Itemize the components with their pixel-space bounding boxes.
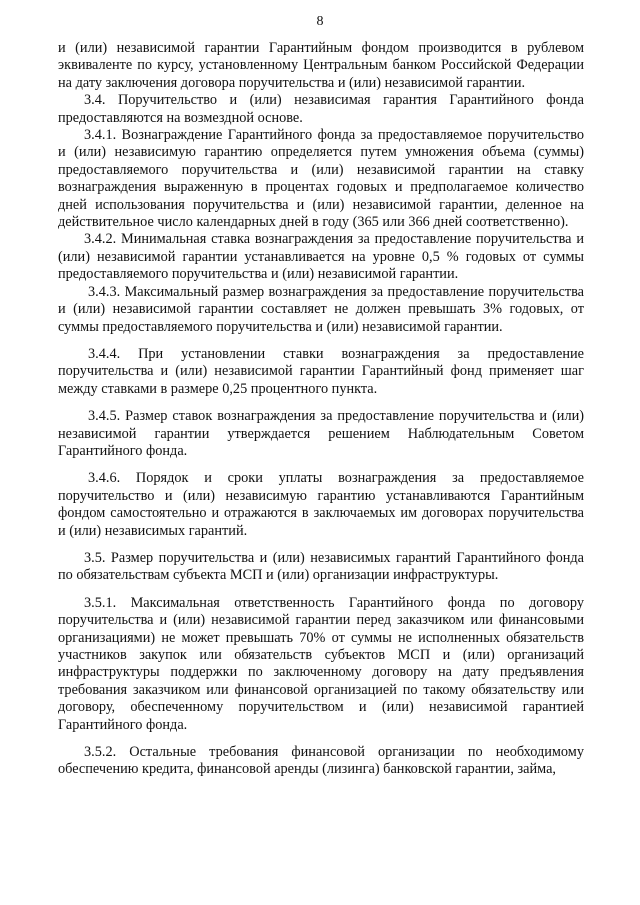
paragraph-3-4-3: 3.4.3. Максимальный размер вознаграждения за предоставление поручительства и (или) независимой гарантии составляет не должен превышать 3% годовых, от суммы предоставляемого поручительства и (или) независимой гарантии. [58,283,584,335]
paragraph-3-5: 3.5. Размер поручительства и (или) независимых гарантий Гарантийного фонда по обязательствам субъекта МСП и (или) организации инфраструктуры. [58,549,584,584]
paragraph-3-4-1: 3.4.1. Вознаграждение Гарантийного фонда за предоставляемое поручительство и (или) независимую гарантию определяется путем умножения объема (суммы) предоставляемого поручительства и (или) независимой гарантии на ставку вознаграждения выраженную в процентах годовых и предполагаемое количество дней использования поручительства и (или) независимой гарантии, деленное на действительное число календарных дней в году (365 или 366 дней соответственно). [58,127,584,231]
paragraph-3-4-4: 3.4.4. При установлении ставки вознаграждения за предоставление поручительства и (или) независимой гарантии Гарантийный фонд применяет шаг между ставками в размере 0,25 процентного пункта. [58,345,584,397]
paragraph-3-4-5: 3.4.5. Размер ставок вознаграждения за предоставление поручительства и (или) независимой гарантии утверждается решением Наблюдательным Советом Гарантийного фонда. [58,408,584,459]
paragraph-3-4: 3.4. Поручительство и (или) независимая гарантия Гарантийного фонда предоставляются на возмездной основе. [58,92,584,126]
page-number: 8 [316,14,324,29]
paragraph-3-4-2: 3.4.2. Минимальная ставка вознаграждения за предоставление поручительства и (или) независимой гарантии устанавливается на уровне 0,5 % годовых от суммы предоставляемого поручительства и (или) независимой гарантии. [58,231,584,283]
paragraph-3-5-1: 3.5.1. Максимальная ответственность Гарантийного фонда по договору поручительства и (или) независимой гарантии перед заказчиком или финансовыми организациями) не может превышать 70% от суммы не исполненных обязательств участников закупок или обязательств субъектов МСП и (или) организаций инфраструктуры поддержки по заключенному договору на дату предъявления требования заказчиком или финансовой организацией по такому обязательству или договору, обеспеченному поручительством и (или) независимой гарантией Гарантийного фонда. [58,594,584,733]
paragraph-3-5-2: 3.5.2. Остальные требования финансовой организации по необходимому обеспечению кредита, финансовой аренды (лизинга) банковской гарантии, займа, [58,744,584,778]
paragraph-3-4-6: 3.4.6. Порядок и сроки уплаты вознаграждения за предоставляемое поручительство и (или) независимую гарантию устанавливаются Гарантийным фондом самостоятельно и отражаются в заключаемых им договорах поручительства и (или) независимых гарантий. [58,470,584,539]
paragraph-continuation: и (или) независимой гарантии Гарантийным фондом производится в рублевом эквиваленте по курсу, установленному Центральным банком Российской Федерации на дату заключения договора поручительства и (или) независимой гарантии. [58,40,584,91]
document-body [58,40,584,779]
